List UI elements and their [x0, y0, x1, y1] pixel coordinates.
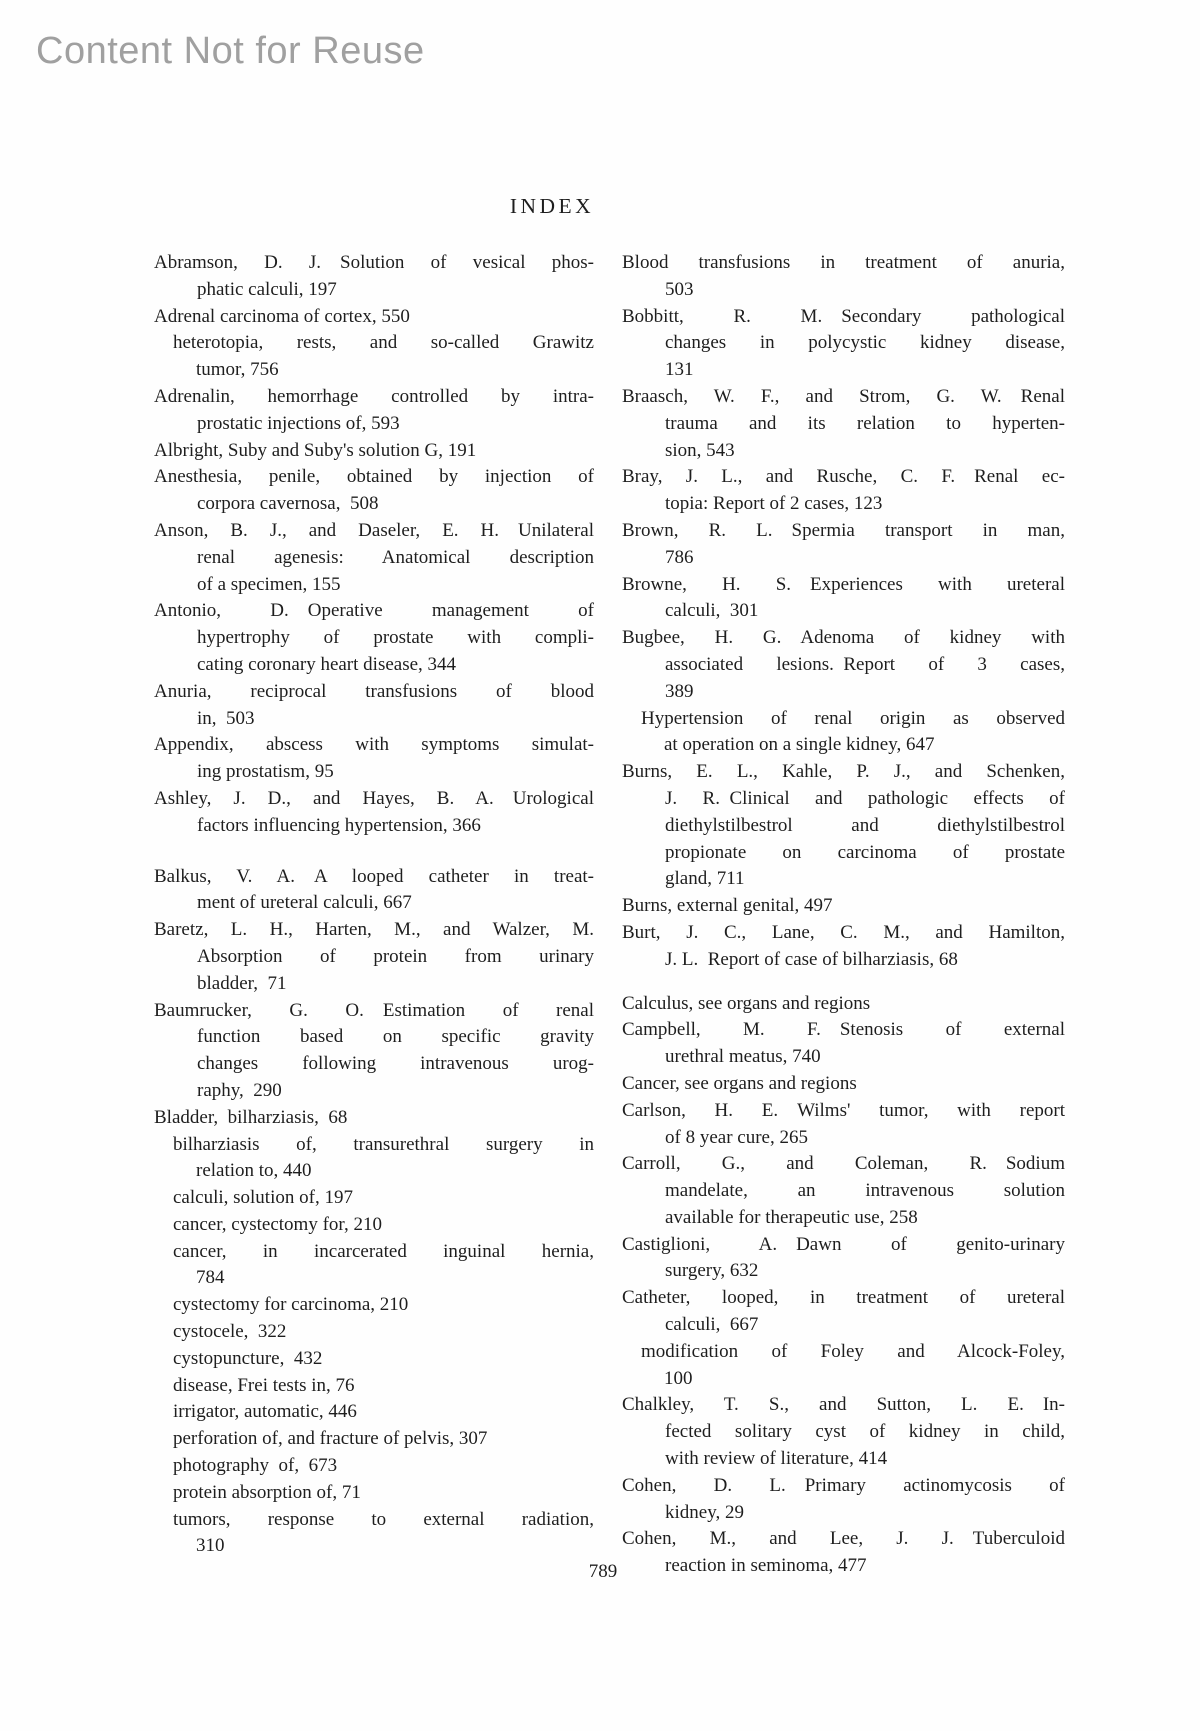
index-line: available for therapeutic use, 258: [665, 1206, 918, 1228]
index-line: Cohen, M., and Lee, J. J. Tuberculoid: [622, 1528, 1065, 1550]
index-line: 131: [665, 359, 694, 381]
index-line: gland, 711: [665, 868, 745, 890]
index-line: Cancer, see organs and regions: [622, 1072, 857, 1094]
index-line: cancer, in incarcerated inguinal hernia,: [173, 1240, 594, 1262]
index-line: tumor, 756: [196, 359, 279, 381]
index-line: function based on specific gravity: [197, 1026, 594, 1048]
index-line: Bray, J. L., and Rusche, C. F. Renal ec-: [622, 466, 1065, 488]
index-line: calculi, 301: [665, 600, 759, 622]
index-line: Adrenalin, hemorrhage controlled by intra-: [154, 385, 594, 407]
index-line: phatic calculi, 197: [197, 278, 337, 300]
index-line: cystopuncture, 432: [173, 1347, 323, 1369]
index-line: calculi, solution of, 197: [173, 1187, 353, 1209]
index-line: propionate on carcinoma of prostate: [665, 841, 1065, 863]
index-line: at operation on a single kidney, 647: [664, 734, 935, 756]
index-line: factors influencing hypertension, 366: [197, 814, 481, 836]
index-line: hypertrophy of prostate with compli-: [197, 627, 594, 649]
index-line: J. L. Report of case of bilharziasis, 68: [665, 948, 958, 970]
column-gap: [622, 974, 1065, 991]
index-line: Balkus, V. A. A looped catheter in treat-: [154, 865, 594, 887]
index-line: Brown, R. L. Spermia transport in man,: [622, 519, 1065, 541]
index-line: photography of, 673: [173, 1455, 338, 1477]
page-number: 789: [588, 1561, 618, 1582]
index-line: calculi, 667: [665, 1314, 759, 1336]
index-line: trauma and its relation to hyperten-: [665, 412, 1065, 434]
index-line: topia: Report of 2 cases, 123: [665, 493, 883, 515]
index-line: perforation of, and fracture of pelvis, 307: [173, 1428, 488, 1450]
index-line: Antonio, D. Operative management of: [154, 600, 594, 622]
index-line: Absorption of protein from urinary: [197, 945, 594, 967]
index-line: Bladder, bilharziasis, 68: [154, 1106, 348, 1128]
index-line: bladder, 71: [197, 972, 287, 994]
index-line: ing prostatism, 95: [197, 761, 334, 783]
index-line: Anesthesia, penile, obtained by injection of: [154, 466, 594, 488]
index-line: of a specimen, 155: [197, 573, 341, 595]
index-line: 784: [196, 1267, 225, 1289]
index-line: Anson, B. J., and Daseler, E. H. Unilateral: [154, 519, 594, 541]
index-line: Baretz, L. H., Harten, M., and Walzer, M.: [154, 919, 594, 941]
index-line: Chalkley, T. S., and Sutton, L. E. In-: [622, 1394, 1065, 1416]
index-line: Hypertension of renal origin as observed: [641, 707, 1065, 729]
index-line: bilharziasis of, transurethral surgery in: [173, 1133, 594, 1155]
index-line: Bugbee, H. G. Adenoma of kidney with: [622, 627, 1065, 649]
index-column-left: [154, 250, 594, 1560]
index-line: with review of literature, 414: [665, 1448, 888, 1470]
index-line: Carroll, G., and Coleman, R. Sodium: [622, 1153, 1065, 1175]
index-line: Blood transfusions in treatment of anuria,: [622, 252, 1065, 273]
page-title: INDEX: [509, 194, 595, 218]
index-line: irrigator, automatic, 446: [173, 1401, 357, 1423]
index-line: Castiglioni, A. Dawn of genito-urinary: [622, 1233, 1065, 1255]
index-line: prostatic injections of, 593: [197, 412, 400, 434]
index-line: corpora cavernosa, 508: [197, 493, 379, 515]
index-line: Catheter, looped, in treatment of ureteral: [622, 1287, 1065, 1309]
index-line: surgery, 632: [665, 1260, 759, 1282]
index-line: Cohen, D. L. Primary actinomycosis of: [622, 1474, 1065, 1496]
index-line: protein absorption of, 71: [173, 1481, 361, 1503]
index-line: Adrenal carcinoma of cortex, 550: [154, 305, 410, 327]
index-line: Carlson, H. E. Wilms' tumor, with report: [622, 1099, 1065, 1121]
index-line: of 8 year cure, 265: [665, 1126, 808, 1148]
index-line: mandelate, an intravenous solution: [665, 1180, 1065, 1202]
index-line: urethral meatus, 740: [665, 1046, 821, 1068]
index-line: fected solitary cyst of kidney in child,: [665, 1421, 1065, 1443]
index-line: Burns, external genital, 497: [622, 895, 833, 917]
index-line: 100: [664, 1367, 693, 1389]
index-line: disease, Frei tests in, 76: [173, 1374, 355, 1396]
index-line: 503: [665, 278, 694, 300]
index-line: J. R. Clinical and pathologic effects of: [665, 787, 1065, 809]
index-line: cancer, cystectomy for, 210: [173, 1213, 382, 1235]
watermark-text: Content Not for Reuse: [36, 30, 425, 72]
index-line: relation to, 440: [196, 1160, 312, 1182]
index-line: Browne, H. S. Experiences with ureteral: [622, 573, 1065, 595]
index-line: Campbell, M. F. Stenosis of external: [622, 1019, 1065, 1041]
index-line: diethylstilbestrol and diethylstilbestrol: [665, 814, 1065, 836]
index-line: modification of Foley and Alcock-Foley,: [641, 1340, 1065, 1362]
index-line: Bobbitt, R. M. Secondary pathological: [622, 305, 1065, 327]
index-line: kidney, 29: [665, 1501, 744, 1523]
index-line: reaction in seminoma, 477: [665, 1555, 867, 1577]
index-line: Albright, Suby and Suby's solution G, 191: [154, 439, 477, 461]
index-line: Anuria, reciprocal transfusions of blood: [154, 680, 594, 702]
index-line: changes in polycystic kidney disease,: [665, 332, 1065, 354]
index-line: in, 503: [197, 707, 255, 729]
index-line: 786: [665, 546, 694, 568]
index-line: ment of ureteral calculi, 667: [197, 892, 412, 914]
index-line: Burns, E. L., Kahle, P. J., and Schenken,: [622, 761, 1065, 783]
index-line: Braasch, W. F., and Strom, G. W. Renal: [622, 385, 1065, 407]
index-line: cystectomy for carcinoma, 210: [173, 1294, 409, 1316]
index-line: changes following intravenous urog-: [197, 1053, 594, 1075]
index-line: 389: [665, 680, 694, 702]
index-line: Burt, J. C., Lane, C. M., and Hamilton,: [622, 921, 1065, 943]
index-column-right: [622, 250, 1065, 1580]
index-line: associated lesions. Report of 3 cases,: [665, 653, 1065, 675]
index-line: Ashley, J. D., and Hayes, B. A. Urological: [154, 787, 594, 809]
index-line: renal agenesis: Anatomical description: [197, 546, 594, 568]
index-line: Appendix, abscess with symptoms simulat-: [154, 734, 594, 756]
index-line: Abramson, D. J. Solution of vesical phos-: [154, 252, 594, 273]
index-line: Calculus, see organs and regions: [622, 992, 871, 1014]
index-line: cystocele, 322: [173, 1321, 287, 1343]
column-gap: [154, 840, 594, 864]
index-line: 310: [196, 1535, 225, 1557]
index-line: heterotopia, rests, and so-called Grawitz: [173, 332, 594, 354]
index-line: Baumrucker, G. O. Estimation of renal: [154, 999, 594, 1021]
index-line: raphy, 290: [197, 1079, 282, 1101]
index-line: sion, 543: [665, 439, 735, 461]
index-line: tumors, response to external radiation,: [173, 1508, 594, 1530]
index-line: cating coronary heart disease, 344: [197, 653, 457, 675]
